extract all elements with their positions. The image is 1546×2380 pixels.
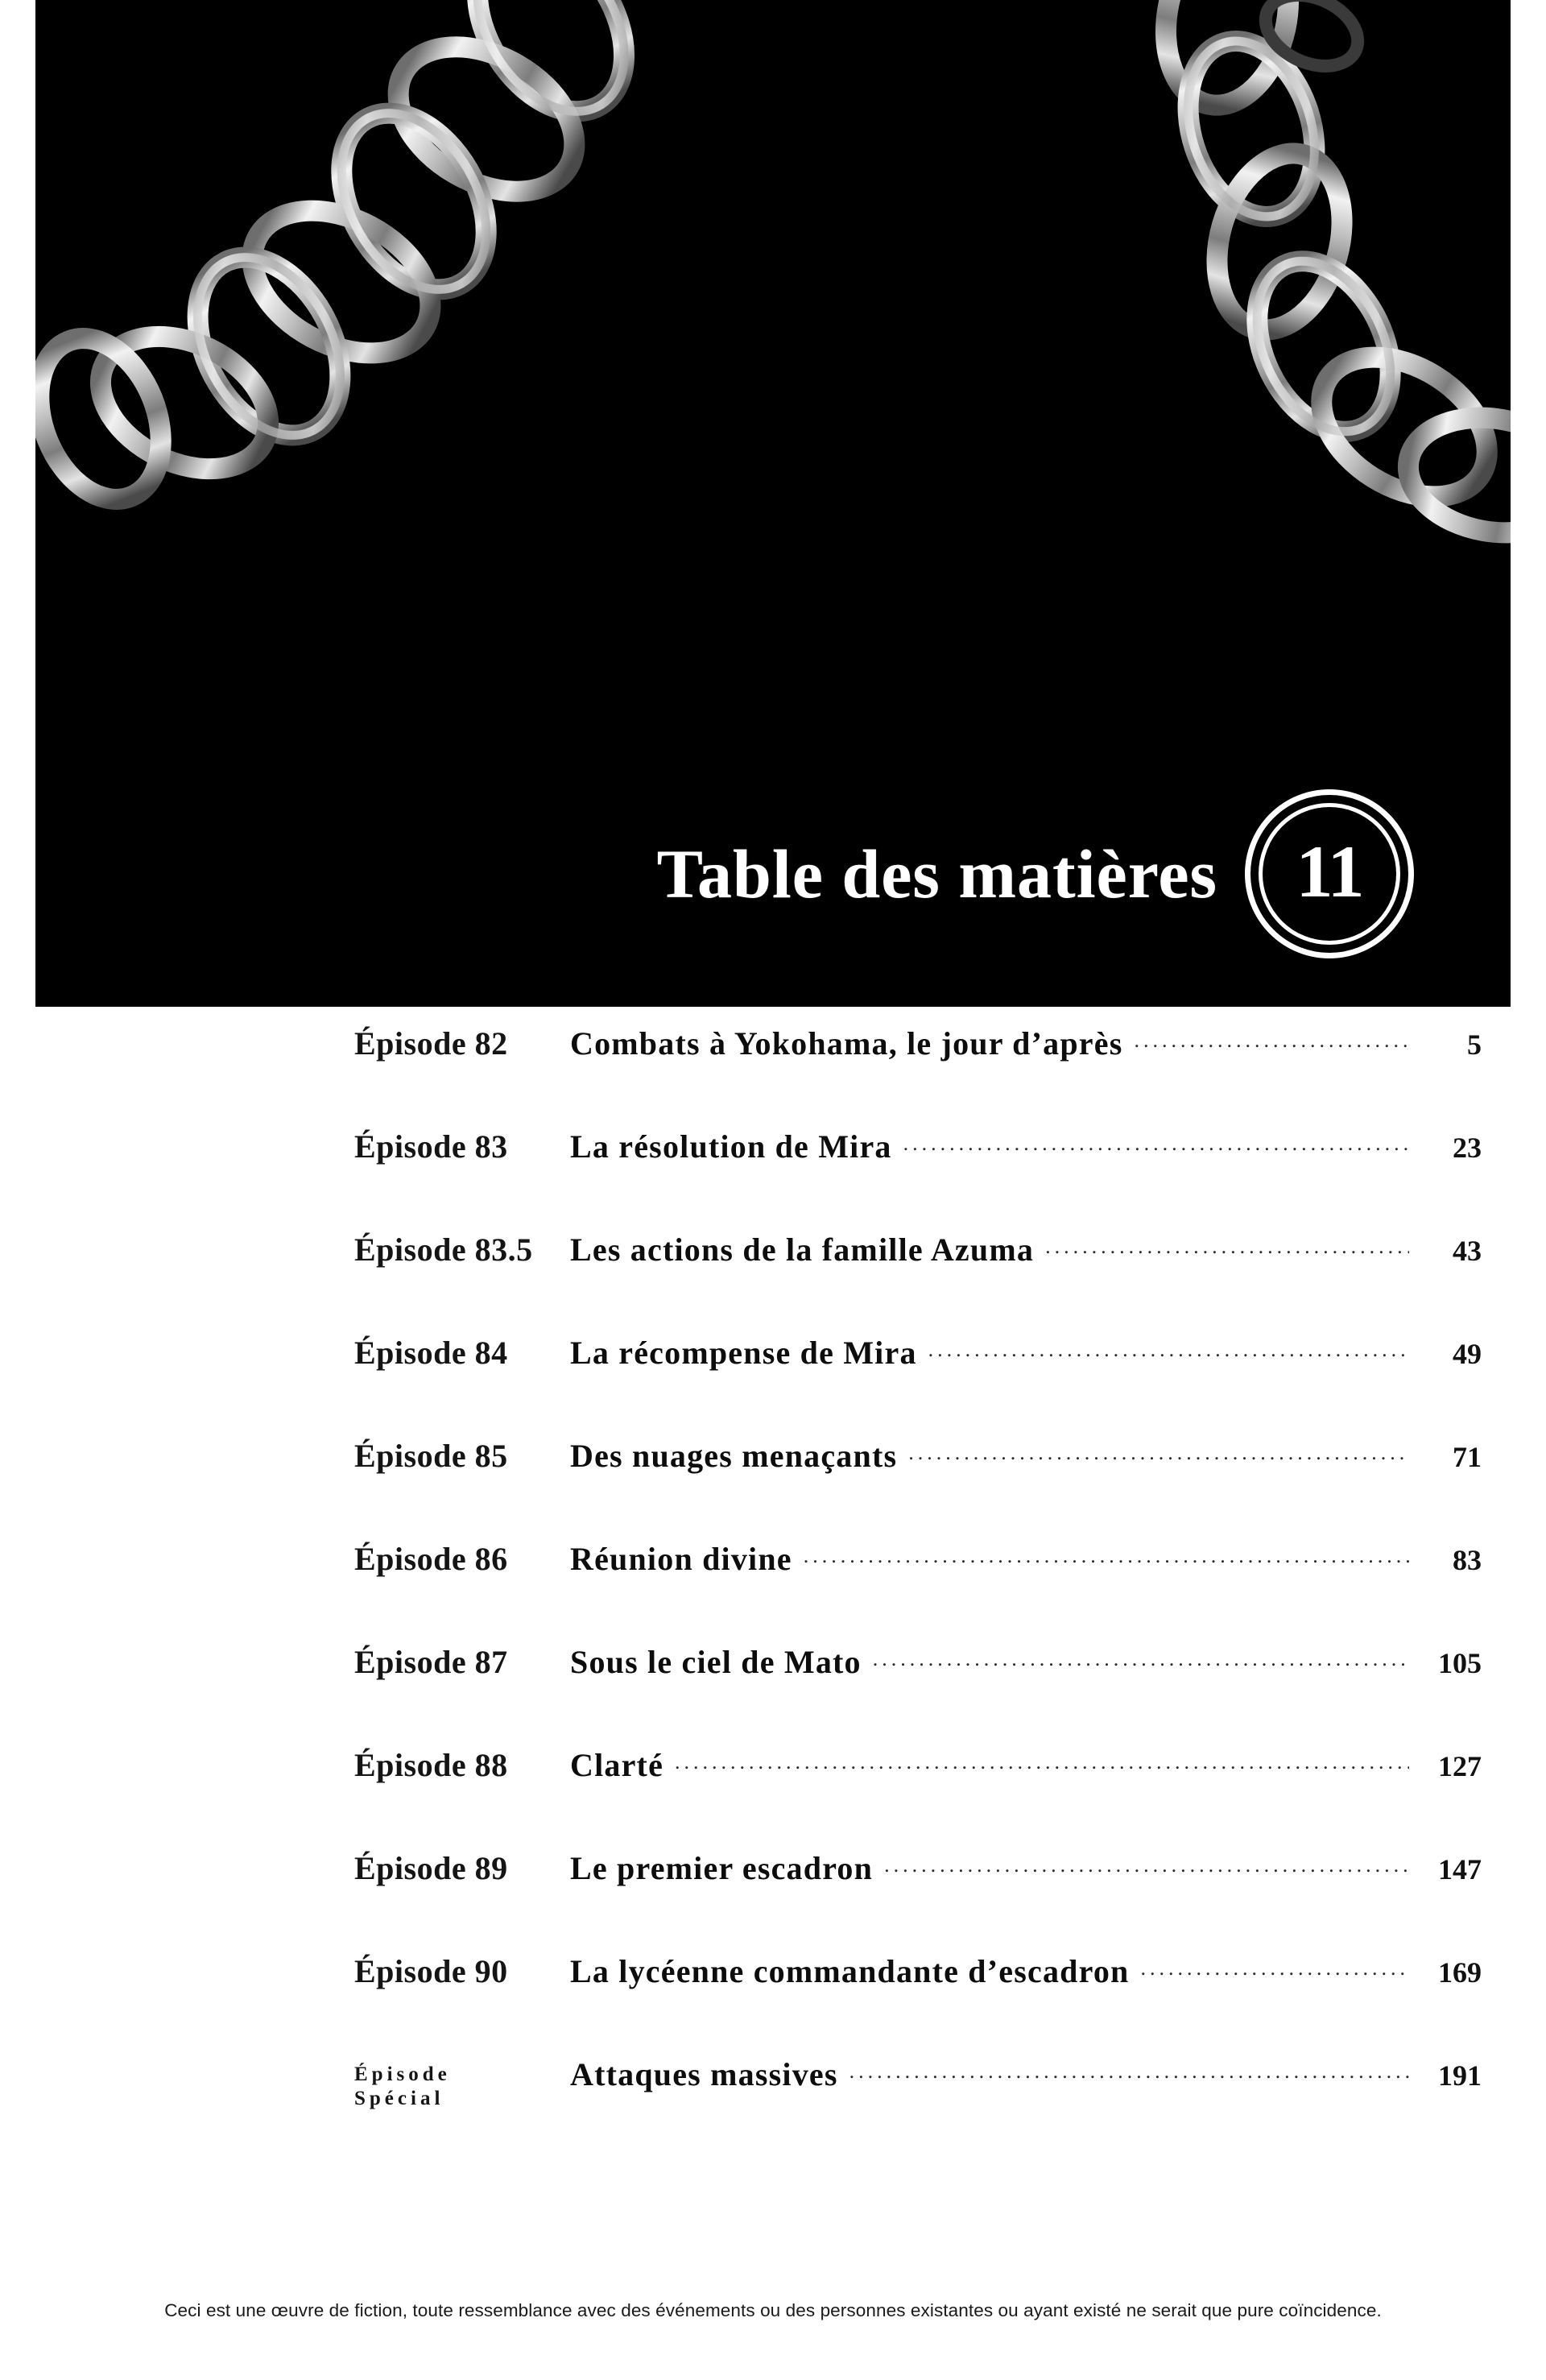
toc-entry[interactable] — [354, 1540, 1482, 1643]
toc-entry-page: 49 — [1453, 1338, 1482, 1370]
fiction-disclaimer: Ceci est une œuvre de fiction, toute ressemblance avec des événements ou des personnes existantes ou ayant existé ne serait que pure coïncidence. — [164, 2300, 1382, 2320]
toc-entry-episode: Épisode 82 — [354, 1025, 508, 1062]
toc-entry[interactable] — [354, 1643, 1482, 1746]
badge-ring-inner — [1259, 803, 1400, 945]
toc-entry-title: La récompense de Mira — [570, 1335, 917, 1371]
toc-leader-dots — [804, 1557, 1409, 1570]
toc-entry-title: Combats à Yokohama, le jour d’après — [570, 1025, 1123, 1062]
toc-entry[interactable] — [354, 1128, 1482, 1231]
toc-entry-page: 83 — [1453, 1544, 1482, 1576]
toc-entry-episode-line2: Spécial — [354, 2087, 444, 2109]
toc-entry[interactable] — [354, 1952, 1482, 2055]
hero-panel — [35, 0, 1511, 1007]
toc-entry-episode: Épisode 87 — [354, 1644, 508, 1680]
toc-entry-page: 127 — [1438, 1750, 1482, 1782]
toc-leader-dots — [1134, 1041, 1409, 1054]
toc-leader-dots — [849, 2072, 1409, 2085]
toc-entry[interactable] — [354, 1334, 1482, 1437]
toc-leader-dots — [884, 1866, 1409, 1879]
toc-entry-page: 105 — [1438, 1647, 1482, 1679]
volume-number: 11 — [1296, 830, 1363, 913]
toc-leader-dots — [903, 1144, 1409, 1157]
toc-entry-title: Attaques massives — [570, 2056, 838, 2092]
toc-entry-page: 191 — [1438, 2059, 1482, 2092]
toc-entry-episode — [354, 2063, 570, 2110]
toc-entry-title: Réunion divine — [570, 1541, 792, 1577]
toc-entry-episode-line1: Épisode — [354, 2063, 451, 2085]
toc-entry[interactable] — [354, 1437, 1482, 1540]
toc-leader-dots — [1045, 1248, 1409, 1260]
toc-entry-episode: Épisode 90 — [354, 1953, 508, 1989]
toc-entry-title: Des nuages menaçants — [570, 1438, 898, 1474]
toc-entry[interactable] — [354, 1849, 1482, 1952]
toc-entry-page: 169 — [1438, 1956, 1482, 1989]
toc-entry-page: 71 — [1453, 1441, 1482, 1473]
page-title: Table des matières — [656, 835, 1217, 913]
toc-entry-episode: Épisode 86 — [354, 1541, 508, 1577]
toc-entry-title: Sous le ciel de Mato — [570, 1644, 862, 1680]
toc-entry-episode: Épisode 85 — [354, 1438, 508, 1474]
toc-entry-page: 5 — [1467, 1029, 1482, 1061]
toc-leader-dots — [675, 1763, 1409, 1776]
toc-entry-title: Clarté — [570, 1747, 664, 1783]
toc-entry-title: La lycéenne commandante d’escadron — [570, 1953, 1130, 1989]
toc-entry-page: 147 — [1438, 1853, 1482, 1885]
toc-entry-episode: Épisode 88 — [354, 1747, 508, 1783]
toc-leader-dots — [908, 1454, 1409, 1467]
toc-leader-dots — [928, 1351, 1409, 1364]
toc-entry-title: Le premier escadron — [570, 1850, 874, 1886]
toc-entry-episode: Épisode 89 — [354, 1850, 508, 1886]
table-of-contents — [354, 1024, 1482, 2159]
toc-entry-episode: Épisode 83 — [354, 1128, 508, 1165]
toc-entry[interactable] — [354, 2055, 1482, 2159]
toc-entry-episode: Épisode 84 — [354, 1335, 508, 1371]
toc-entry-episode: Épisode 83.5 — [354, 1231, 533, 1268]
toc-entry-title: La résolution de Mira — [570, 1128, 892, 1165]
toc-entry[interactable] — [354, 1746, 1482, 1849]
toc-leader-dots — [873, 1660, 1409, 1673]
toc-entry-page: 43 — [1453, 1235, 1482, 1267]
toc-entry[interactable] — [354, 1024, 1482, 1128]
toc-entry-page: 23 — [1453, 1132, 1482, 1164]
toc-entry-title: Les actions de la famille Azuma — [570, 1231, 1035, 1268]
toc-entry[interactable] — [354, 1231, 1482, 1334]
title-row — [35, 789, 1511, 958]
volume-badge — [1245, 789, 1414, 958]
toc-leader-dots — [1140, 1969, 1409, 1982]
